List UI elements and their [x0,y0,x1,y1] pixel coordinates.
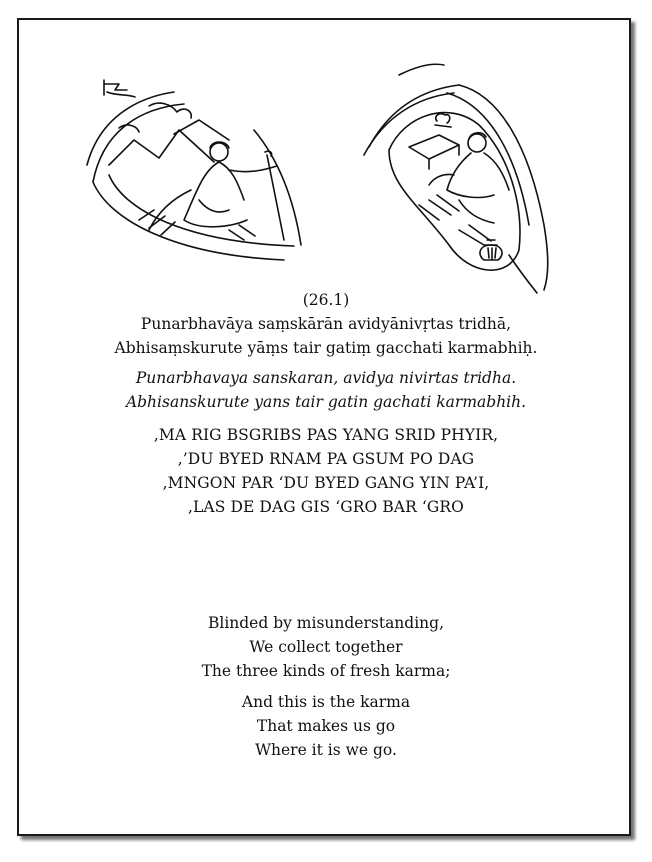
english-line: Blinded by misunderstanding, [207,614,445,632]
tibetan-line: ,MNGON PAR ‘DU BYED GANG YIN PA’I, [162,474,490,492]
english-line: And this is the karma [241,693,411,711]
english-line: The three kinds of fresh karma; [201,662,451,680]
verse-number: (26.1) [302,291,350,309]
transliteration-line: Punarbhavaya sanskaran, avidya nivirtas tridha. [135,369,517,387]
english-line: We collect together [249,638,403,656]
english-stanza-1 [19,611,633,683]
man-with-pottery-illustration [359,55,569,295]
sanskrit-verse [19,312,633,360]
transliteration-verse [19,366,633,414]
tibetan-line: ,’DU BYED RNAM PA GSUM PO DAG [177,450,475,468]
sanskrit-line: Abhisaṃskurute yāṃs tair gatiṃ gacchati karmabhiḥ. [114,339,538,357]
tibetan-line: ,MA RIG BSGRIBS PAS YANG SRID PHYIR, [153,426,499,444]
tibetan-line: ,LAS DE DAG GIS ‘GRO BAR ‘GRO [188,498,464,516]
english-stanza-2 [19,690,633,762]
sanskrit-line: Punarbhavāya saṃskārān avidyānivṛtas tridhā, [140,315,512,333]
tibetan-verse [19,423,633,519]
english-line: Where it is we go. [255,741,397,759]
book-page [17,18,631,836]
english-line: That makes us go [256,717,396,735]
woman-with-staff-illustration [79,70,309,280]
transliteration-line: Abhisanskurute yans tair gatin gachati karmabhih. [125,393,527,411]
